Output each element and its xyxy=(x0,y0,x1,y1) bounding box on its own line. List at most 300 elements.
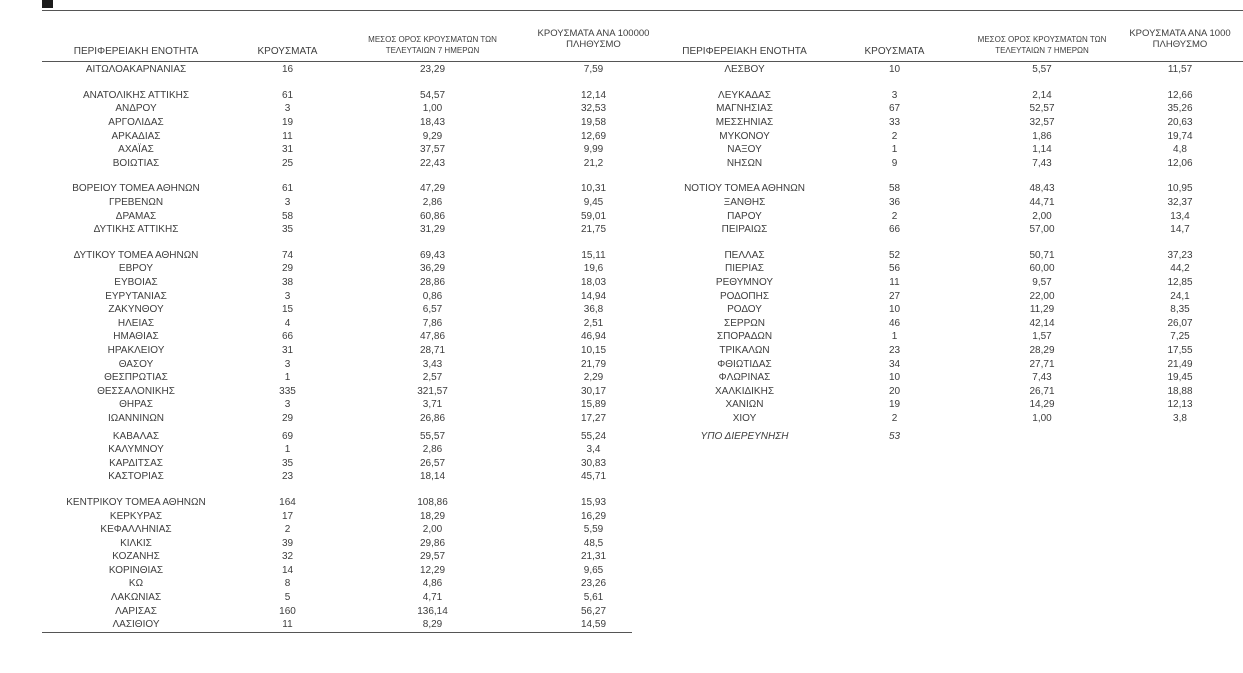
cases-value: 1 xyxy=(284,372,291,384)
table-row xyxy=(42,209,667,223)
per-population-value: 21,49 xyxy=(1167,358,1193,370)
region-name: ΧΑΛΚΙΔΙΚΗΣ xyxy=(715,385,774,397)
per-population-value: 32,37 xyxy=(1167,197,1193,209)
table-row xyxy=(42,196,667,210)
avg7-value: 69,43 xyxy=(419,249,446,261)
column-header-per-population-line1: ΚΡΟΥΣΜΑΤΑ ΑΝΑ 100000 xyxy=(537,28,650,39)
per-population-value: 48,5 xyxy=(583,537,604,549)
cases-value: 39 xyxy=(281,537,294,549)
per-population-value: 15,89 xyxy=(580,399,607,411)
per-population-value: 12,14 xyxy=(580,89,607,101)
region-name: ΕΥΡΥΤΑΝΙΑΣ xyxy=(105,290,167,302)
per-population-value: 46,94 xyxy=(580,331,607,343)
region-name: ΠΕΙΡΑΙΩΣ xyxy=(721,224,768,236)
cases-value: 1 xyxy=(891,331,898,343)
per-population-value: 19,6 xyxy=(583,263,604,275)
per-population-value: 16,29 xyxy=(580,510,607,522)
per-population-value: 9,45 xyxy=(583,197,604,209)
region-name: ΚΕΦΑΛΛΗΝΙΑΣ xyxy=(100,524,172,536)
table-row xyxy=(42,384,667,398)
region-name: ΝΟΤΙΟΥ ΤΟΜΕΑ ΑΘΗΝΩΝ xyxy=(684,183,805,195)
per-population-value: 59,01 xyxy=(580,210,607,222)
cases-value: 11 xyxy=(282,130,293,142)
table-row xyxy=(42,523,667,537)
cases-value: 27 xyxy=(888,290,901,302)
column-header-per-population-line1: ΚΡΟΥΣΜΑΤΑ ΑΝΑ 1000 xyxy=(1129,28,1231,39)
region-name: ΚΙΛΚΙΣ xyxy=(120,537,152,549)
region-name: ΗΛΕΙΑΣ xyxy=(117,317,155,329)
table-row xyxy=(42,262,667,276)
cases-value: 10 xyxy=(888,372,901,384)
region-name: ΚΕΝΤΡΙΚΟΥ ΤΟΜΕΑ ΑΘΗΝΩΝ xyxy=(66,496,206,508)
avg7-value: 29,86 xyxy=(419,537,446,549)
avg7-value: 54,57 xyxy=(419,89,446,101)
avg7-value: 1,00 xyxy=(422,103,443,115)
row-spacer xyxy=(667,237,1243,249)
cases-value: 1 xyxy=(284,444,291,456)
avg7-value: 1,86 xyxy=(1032,130,1052,142)
cases-value: 23 xyxy=(888,344,901,356)
row-spacer xyxy=(42,77,667,89)
per-population-value: 5,59 xyxy=(583,524,604,536)
table-row xyxy=(667,143,1243,157)
region-name: ΠΙΕΡΙΑΣ xyxy=(725,263,764,275)
avg7-value: 28,86 xyxy=(419,277,446,289)
cases-value: 3 xyxy=(284,290,291,302)
region-name: ΙΩΑΝΝΙΝΩΝ xyxy=(107,412,165,424)
cases-value: 2 xyxy=(284,524,291,536)
per-population-value: 21,75 xyxy=(580,224,607,236)
per-population-value: 3,8 xyxy=(1173,412,1187,424)
cases-value: 66 xyxy=(888,224,901,236)
avg7-value: 321,57 xyxy=(417,385,448,397)
table-row xyxy=(667,196,1243,210)
row-spacer xyxy=(667,77,1243,89)
cases-value: 164 xyxy=(279,496,296,508)
per-population-value: 10,31 xyxy=(580,183,607,195)
region-name: ΑΙΤΩΛΟΑΚΑΡΝΑΝΙΑΣ xyxy=(85,64,187,76)
cases-value: 20 xyxy=(888,385,901,397)
per-population-value: 12,85 xyxy=(1167,277,1193,289)
cases-value: 67 xyxy=(888,103,901,115)
cases-value: 29 xyxy=(281,412,294,424)
avg7-value: 60,86 xyxy=(419,210,446,222)
per-population-value: 14,7 xyxy=(1170,224,1190,236)
table-row xyxy=(42,591,667,605)
avg7-value: 22,00 xyxy=(1029,290,1055,302)
region-name: ΜΕΣΣΗΝΙΑΣ xyxy=(715,117,774,129)
table-row xyxy=(667,371,1243,385)
column-header-avg7 xyxy=(967,11,1117,61)
cases-value: 3 xyxy=(284,103,291,115)
table-row xyxy=(667,129,1243,143)
table-row xyxy=(42,344,667,358)
table-row xyxy=(42,129,667,143)
table-row xyxy=(667,102,1243,116)
region-name: ΚΟΡΙΝΘΙΑΣ xyxy=(108,564,164,576)
table-row xyxy=(667,223,1243,237)
table-row xyxy=(667,89,1243,103)
avg7-value: 23,29 xyxy=(419,64,446,76)
cases-value: 36 xyxy=(888,197,901,209)
per-population-value: 21,2 xyxy=(583,157,604,169)
table-row xyxy=(42,456,667,470)
avg7-value: 22,43 xyxy=(419,157,446,169)
per-population-value: 21,79 xyxy=(580,358,607,370)
avg7-value: 2,86 xyxy=(422,444,443,456)
per-population-value: 19,74 xyxy=(1167,130,1193,142)
cases-value: 5 xyxy=(284,592,291,604)
per-population-value: 5,61 xyxy=(583,592,604,604)
avg7-value: 36,29 xyxy=(419,263,446,275)
column-header-avg7-line1: ΜΕΣΟΣ ΟΡΟΣ ΚΡΟΥΣΜΑΤΩΝ ΤΩΝ xyxy=(368,35,497,44)
table-row xyxy=(667,116,1243,130)
per-population-value: 12,66 xyxy=(1167,89,1193,101)
table-row xyxy=(667,412,1243,426)
table-row xyxy=(42,412,667,426)
cases-value: 11 xyxy=(889,277,900,289)
table-row xyxy=(42,604,667,618)
cases-value: 14 xyxy=(281,564,294,576)
table-header-band xyxy=(42,11,1243,61)
avg7-value: 3,71 xyxy=(422,399,443,411)
right-table-header xyxy=(667,11,1243,61)
table-row xyxy=(667,63,1243,77)
column-header-per-population-line2: ΠΛΗΘΥΣΜΟ xyxy=(1152,39,1208,50)
cases-value: 10 xyxy=(888,304,901,316)
cases-value: 3 xyxy=(284,197,291,209)
cases-value: 53 xyxy=(888,430,901,442)
per-population-value: 19,58 xyxy=(580,117,607,129)
avg7-value: 47,29 xyxy=(419,183,446,195)
table-row xyxy=(42,429,667,443)
per-population-value: 14,59 xyxy=(580,619,607,631)
table-row xyxy=(667,157,1243,171)
per-population-value: 35,26 xyxy=(1167,103,1193,115)
cases-value: 35 xyxy=(281,457,294,469)
avg7-value: 18,14 xyxy=(419,471,446,483)
table-row xyxy=(42,536,667,550)
avg7-value: 60,00 xyxy=(1029,263,1055,275)
avg7-value: 42,14 xyxy=(1029,317,1055,329)
per-population-value: 30,17 xyxy=(580,385,607,397)
cases-value: 2 xyxy=(891,210,898,222)
region-name: ΚΟΖΑΝΗΣ xyxy=(112,551,160,563)
cases-value: 1 xyxy=(891,144,898,156)
left-table xyxy=(42,63,667,633)
region-name: ΧΙΟΥ xyxy=(732,412,757,424)
per-population-value: 2,29 xyxy=(583,372,604,384)
per-population-value: 9,65 xyxy=(583,564,604,576)
region-name: ΗΡΑΚΛΕΙΟΥ xyxy=(107,344,165,356)
region-name: ΑΝΔΡΟΥ xyxy=(115,103,157,115)
cases-value: 15 xyxy=(281,304,294,316)
cases-value: 52 xyxy=(888,249,901,261)
per-population-value: 12,69 xyxy=(580,130,607,142)
table-row xyxy=(42,550,667,564)
cases-value: 11 xyxy=(282,619,293,631)
cases-value: 9 xyxy=(891,157,898,169)
cases-value: 19 xyxy=(281,117,294,129)
avg7-value: 1,00 xyxy=(1032,412,1052,424)
region-name: ΚΑΛΥΜΝΟΥ xyxy=(108,444,164,456)
per-population-value: 15,93 xyxy=(580,496,607,508)
avg7-value: 55,57 xyxy=(419,430,446,442)
per-population-value: 17,55 xyxy=(1167,344,1193,356)
avg7-value: 9,29 xyxy=(422,130,443,142)
row-spacer xyxy=(667,170,1243,182)
cases-value: 34 xyxy=(888,358,901,370)
table-row xyxy=(667,209,1243,223)
region-name: ΚΑΒΑΛΑΣ xyxy=(112,430,160,442)
cases-value: 8 xyxy=(284,578,291,590)
region-name: ΕΒΡΟΥ xyxy=(118,263,154,275)
avg7-value: 47,86 xyxy=(419,331,446,343)
table-row xyxy=(667,249,1243,263)
right-table-body xyxy=(667,63,1243,443)
avg7-value: 7,43 xyxy=(1032,157,1052,169)
table-row xyxy=(42,89,667,103)
cases-value: 16 xyxy=(281,64,294,76)
avg7-value: 11,29 xyxy=(1029,304,1055,316)
left-table-header xyxy=(42,11,667,61)
per-population-value: 56,27 xyxy=(580,605,607,617)
per-population-value: 12,13 xyxy=(1167,399,1193,411)
per-population-value: 32,53 xyxy=(580,103,607,115)
table-row xyxy=(667,330,1243,344)
per-population-value: 18,03 xyxy=(580,277,607,289)
per-population-value: 4,8 xyxy=(1173,144,1187,156)
column-header-region-label: ΠΕΡΙΦΕΡΕΙΑΚΗ ΕΝΟΤΗΤΑ xyxy=(73,46,199,57)
region-name: ΡΟΔΟΥ xyxy=(727,304,762,316)
region-name: ΦΘΙΩΤΙΔΑΣ xyxy=(717,358,772,370)
avg7-value: 3,43 xyxy=(422,358,443,370)
column-header-avg7-line1: ΜΕΣΟΣ ΟΡΟΣ ΚΡΟΥΣΜΑΤΩΝ ΤΩΝ xyxy=(977,35,1107,44)
table-row xyxy=(42,357,667,371)
regional-cases-report-page xyxy=(42,0,1243,633)
table-row xyxy=(42,470,667,484)
cases-value: 31 xyxy=(281,144,294,156)
per-population-value: 10,95 xyxy=(1167,183,1193,195)
column-header-cases xyxy=(230,11,345,61)
avg7-value: 28,29 xyxy=(1029,344,1055,356)
region-name: ΘΑΣΟΥ xyxy=(118,358,154,370)
region-name: ΓΡΕΒΕΝΩΝ xyxy=(108,197,164,209)
cases-value: 32 xyxy=(281,551,294,563)
table-row xyxy=(667,317,1243,331)
region-name: ΣΕΡΡΩΝ xyxy=(724,317,765,329)
avg7-value: 18,29 xyxy=(419,510,446,522)
per-population-value: 2,51 xyxy=(583,317,604,329)
avg7-value: 4,86 xyxy=(422,578,443,590)
region-name: ΜΑΓΝΗΣΙΑΣ xyxy=(716,103,773,115)
avg7-value: 7,86 xyxy=(422,317,443,329)
cases-value: 3 xyxy=(284,358,291,370)
table-row xyxy=(42,577,667,591)
avg7-value: 44,71 xyxy=(1029,197,1055,209)
region-name: ΡΟΔΟΠΗΣ xyxy=(719,290,770,302)
bottom-rule xyxy=(42,632,632,633)
region-name: ΚΕΡΚΥΡΑΣ xyxy=(109,510,163,522)
per-population-value: 21,31 xyxy=(580,551,607,563)
per-population-value: 23,26 xyxy=(580,578,607,590)
table-row xyxy=(42,276,667,290)
cases-value: 19 xyxy=(888,399,901,411)
region-name: ΛΑΡΙΣΑΣ xyxy=(115,605,157,617)
per-population-value: 44,2 xyxy=(1170,263,1190,275)
avg7-value: 2,00 xyxy=(422,524,443,536)
table-row xyxy=(42,289,667,303)
avg7-value: 2,86 xyxy=(422,197,443,209)
table-row xyxy=(42,618,667,632)
per-population-value: 19,45 xyxy=(1167,372,1193,384)
avg7-value: 2,57 xyxy=(422,372,443,384)
cases-value: 2 xyxy=(891,130,898,142)
cases-value: 46 xyxy=(888,317,901,329)
region-name: ΒΟΡΕΙΟΥ ΤΟΜΕΑ ΑΘΗΝΩΝ xyxy=(72,183,200,195)
table-row xyxy=(667,303,1243,317)
table-row xyxy=(667,429,1243,443)
avg7-value: 26,57 xyxy=(419,457,446,469)
cases-value: 35 xyxy=(281,224,294,236)
cases-value: 29 xyxy=(281,263,294,275)
avg7-value: 26,86 xyxy=(419,412,446,424)
per-population-value: 15,11 xyxy=(581,249,606,261)
cases-value: 58 xyxy=(888,183,901,195)
cases-value: 10 xyxy=(888,64,901,76)
table-row xyxy=(42,223,667,237)
avg7-value: 0,86 xyxy=(422,290,443,302)
cases-value: 61 xyxy=(281,183,294,195)
region-name: ΑΧΑΪΑΣ xyxy=(118,144,154,156)
table-row xyxy=(42,317,667,331)
cases-value: 38 xyxy=(281,277,294,289)
region-name: ΔΥΤΙΚΟΥ ΤΟΜΕΑ ΑΘΗΝΩΝ xyxy=(73,249,199,261)
region-name: ΡΕΘΥΜΝΟΥ xyxy=(715,277,774,289)
region-name: ΕΥΒΟΙΑΣ xyxy=(114,277,158,289)
per-population-value: 30,83 xyxy=(580,457,607,469)
region-name: ΘΕΣΠΡΩΤΙΑΣ xyxy=(104,372,168,384)
region-name: ΚΑΣΤΟΡΙΑΣ xyxy=(108,471,164,483)
table-row xyxy=(667,182,1243,196)
avg7-value: 1,14 xyxy=(1032,144,1052,156)
region-name: ΛΑΚΩΝΙΑΣ xyxy=(110,592,162,604)
region-name: ΗΜΑΘΙΑΣ xyxy=(113,331,159,343)
avg7-value: 29,57 xyxy=(419,551,446,563)
column-header-avg7-line2: ΤΕΛΕΥΤΑΙΩΝ 7 ΗΜΕΡΩΝ xyxy=(385,46,480,55)
cases-value: 56 xyxy=(888,263,901,275)
cases-value: 2 xyxy=(891,412,898,424)
region-name: ΛΑΣΙΘΙΟΥ xyxy=(112,619,160,631)
avg7-value: 31,29 xyxy=(419,224,446,236)
row-spacer xyxy=(42,237,667,249)
avg7-value: 18,43 xyxy=(419,117,446,129)
per-population-value: 13,4 xyxy=(1170,210,1190,222)
cases-value: 4 xyxy=(284,317,291,329)
cases-value: 69 xyxy=(281,430,294,442)
column-header-avg7 xyxy=(345,11,520,61)
table-row xyxy=(42,564,667,578)
table-body-band xyxy=(42,62,1243,633)
region-name: ΥΠΟ ΔΙΕΡΕΥΝΗΣΗ xyxy=(700,430,789,442)
table-row xyxy=(667,262,1243,276)
region-name: ΦΛΩΡΙΝΑΣ xyxy=(718,372,771,384)
avg7-value: 26,71 xyxy=(1029,385,1055,397)
cases-value: 74 xyxy=(281,249,294,261)
avg7-value: 32,57 xyxy=(1029,117,1055,129)
cases-value: 3 xyxy=(891,89,898,101)
per-population-value: 12,06 xyxy=(1167,157,1193,169)
column-header-cases-label: ΚΡΟΥΣΜΑΤΑ xyxy=(864,46,925,57)
region-name: ΛΕΣΒΟΥ xyxy=(724,64,765,76)
region-name: ΚΑΡΔΙΤΣΑΣ xyxy=(109,457,163,469)
column-header-cases-label: ΚΡΟΥΣΜΑΤΑ xyxy=(257,46,318,57)
region-name: ΔΡΑΜΑΣ xyxy=(115,210,157,222)
column-header-region xyxy=(42,11,230,61)
per-population-value: 3,4 xyxy=(586,444,601,456)
table-row xyxy=(42,371,667,385)
avg7-value: 1,57 xyxy=(1032,331,1052,343)
per-population-value: 37,23 xyxy=(1167,249,1193,261)
table-row xyxy=(42,143,667,157)
region-name: ΑΡΓΟΛΙΔΑΣ xyxy=(108,117,164,129)
per-population-value: 20,63 xyxy=(1167,117,1193,129)
region-name: ΒΟΙΩΤΙΑΣ xyxy=(112,157,160,169)
table-row xyxy=(42,249,667,263)
per-population-value: 7,59 xyxy=(583,64,604,76)
region-name: ΧΑΝΙΩΝ xyxy=(725,399,764,411)
cases-value: 31 xyxy=(281,344,294,356)
avg7-value: 2,14 xyxy=(1032,89,1052,101)
avg7-value: 37,57 xyxy=(419,144,446,156)
region-name: ΑΡΚΑΔΙΑΣ xyxy=(111,130,161,142)
avg7-value: 57,00 xyxy=(1029,224,1055,236)
table-row xyxy=(42,443,667,457)
avg7-value: 9,57 xyxy=(1032,277,1052,289)
avg7-value: 14,29 xyxy=(1029,399,1055,411)
region-name: ΖΑΚΥΝΘΟΥ xyxy=(108,304,164,316)
avg7-value: 8,29 xyxy=(422,619,443,631)
per-population-value: 10,15 xyxy=(580,344,607,356)
region-name: ΚΩ xyxy=(128,578,144,590)
table-row xyxy=(667,289,1243,303)
per-population-value: 55,24 xyxy=(580,430,607,442)
table-row xyxy=(667,344,1243,358)
table-row xyxy=(42,330,667,344)
cases-value: 61 xyxy=(281,89,294,101)
cases-value: 58 xyxy=(281,210,294,222)
column-header-avg7-line2: ΤΕΛΕΥΤΑΙΩΝ 7 ΗΜΕΡΩΝ xyxy=(995,46,1089,55)
region-name: ΞΑΝΘΗΣ xyxy=(723,197,766,209)
region-name: ΑΝΑΤΟΛΙΚΗΣ ΑΤΤΙΚΗΣ xyxy=(82,89,190,101)
avg7-value: 52,57 xyxy=(1029,103,1055,115)
table-row xyxy=(42,398,667,412)
region-name: ΔΥΤΙΚΗΣ ΑΤΤΙΚΗΣ xyxy=(93,224,179,236)
avg7-value: 12,29 xyxy=(419,564,446,576)
column-header-region xyxy=(667,11,822,61)
table-row xyxy=(667,398,1243,412)
left-table-body xyxy=(42,63,667,632)
per-population-value: 9,99 xyxy=(583,144,604,156)
per-population-value: 24,1 xyxy=(1170,290,1190,302)
column-header-per-population-line2: ΠΛΗΘΥΣΜΟ xyxy=(566,39,621,50)
row-spacer xyxy=(42,170,667,182)
region-name: ΝΑΞΟΥ xyxy=(727,144,762,156)
table-row xyxy=(42,303,667,317)
avg7-value: 2,00 xyxy=(1032,210,1052,222)
table-row xyxy=(42,102,667,116)
cases-value: 33 xyxy=(888,117,901,129)
